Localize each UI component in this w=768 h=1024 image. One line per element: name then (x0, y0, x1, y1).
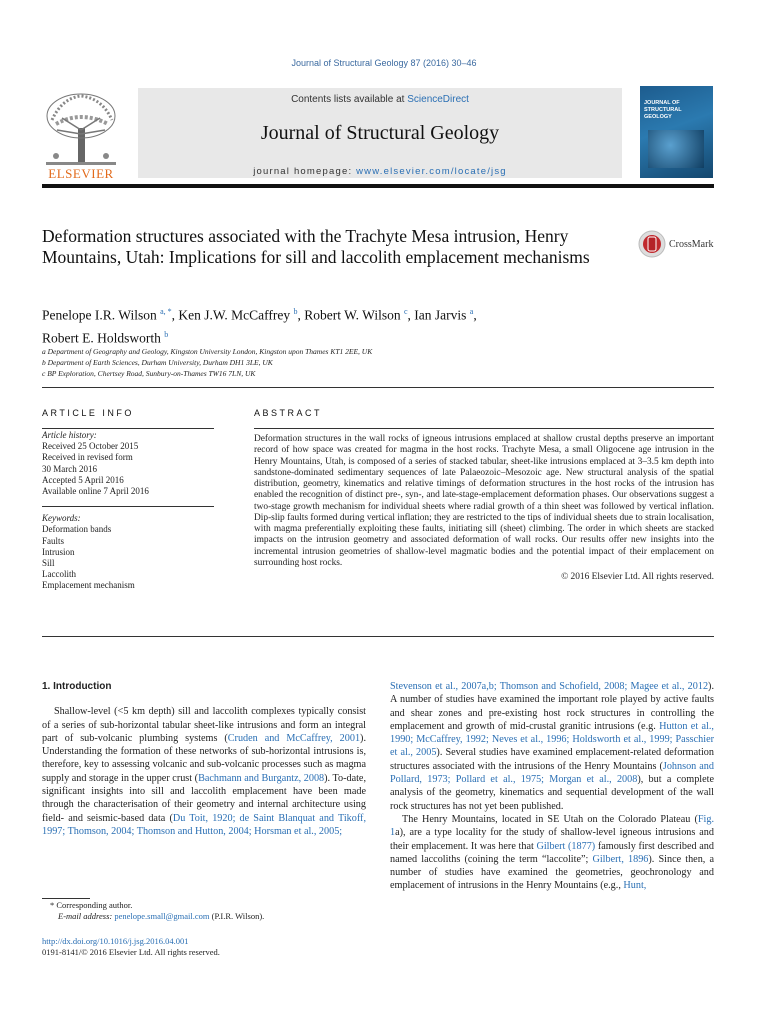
cover-artwork (648, 130, 704, 168)
abstract-rule (254, 428, 714, 429)
homepage-link[interactable]: www.elsevier.com/locate/jsg (356, 166, 507, 177)
abstract-copyright: © 2016 Elsevier Ltd. All rights reserved. (561, 572, 714, 582)
issn-line: 0191-8141/© 2016 Elsevier Ltd. All rights reserved. (42, 947, 220, 957)
article-info-heading: ARTICLE INFO (42, 408, 134, 418)
history-heading: Article history: (42, 430, 97, 440)
article-info (42, 430, 214, 592)
body-text: Shallow-level (<5 km depth) sill and laccolith complexes typically consist of a series of sub-horizontal tabular sheet-like intrusions and form an integral part of sub-volcanic plumbing systems ( (42, 706, 366, 744)
keyword-item: Intrusion (42, 546, 75, 557)
abstract-heading: ABSTRACT (254, 408, 323, 418)
author-affiliation-marker[interactable]: c (403, 307, 408, 316)
history-item: Available online 7 April 2016 (42, 486, 149, 497)
keyword-item: Faults (42, 535, 65, 546)
author-affiliation-marker[interactable]: a (469, 307, 474, 316)
contents-line (138, 94, 622, 105)
body-text: ). To-date, significant insights into sill and laccolith emplacement have been made through the characterisation of their geometry and internal architecture using field- and seismic-based data ( (42, 772, 366, 824)
keyword-item: Sill (42, 558, 55, 569)
history-item: Accepted 5 April 2016 (42, 474, 124, 485)
author-name[interactable]: Robert E. Holdsworth (42, 330, 161, 345)
history-item: Received 25 October 2015 (42, 441, 139, 452)
citation-link[interactable]: Johnson and Pollard, 1973; Pollard et al., 1975; Morgan et al., 2008 (390, 760, 714, 786)
author-list: Penelope I.R. Wilson $^{a, *}$, Ken J.W. McCaffrey $^b$, Robert W. Wilson $^c$, Ian Jarvis $^a$, Robert E. Holdsworth $^b$ (42, 307, 477, 345)
abstract-text: Deformation structures in the wall rocks of igneous intrusions emplaced at shallow crustal depths preserve an important record of how space was created for magma in the host rocks. Trachyte Mesa, a small Oligocene age intrusion in the Henry Mountains, Utah, is composed of a series of stacked tabular, sheet-like intrusions emplaced at 3–3.5 km depth into sandstone-dominated sedimentary sequences of late Palaeozoic–Mesozoic age. New structural analysis of the spatial distribution, geometry, kinematics and relative timings of deformation structures in the host rocks of the intrusion has enabled the recognition of distinct pre-, syn-, and late-stage-emplacement deformation phases. Our observations suggest a two-stage growth mechanism for individual sheets where radial growth of a thin sheet was followed by vertical inflation. Dip-slip faults formed during vertical inflation; they are restricted to the tips of individual sheets due to strain localisation, with magma preferentially exploiting these faults, initiating sill (sheet) climbing. The order in which sheets are stacked impacts on the intrusion geometry and associated deformation of wall rocks. Our results offer new insights into the incremental intrusion geometries of shallow-level magmatic bodies and the potential impact of their emplacement on surrounding host rocks. (254, 434, 714, 568)
keyword-item: Deformation bands (42, 524, 112, 535)
author-affiliation-marker[interactable]: b (164, 329, 169, 339)
introduction-heading: 1. Introduction (42, 681, 112, 692)
cover-title: JOURNAL OF STRUCTURAL GEOLOGY (644, 100, 682, 120)
body-right-column (390, 680, 714, 893)
homepage-prefix: journal homepage: (253, 166, 357, 177)
elsevier-tree-icon (42, 90, 120, 170)
intro-paragraph (42, 705, 366, 838)
sciencedirect-link[interactable]: ScienceDirect (407, 94, 469, 105)
corresponding-author-note: * Corresponding author. (50, 900, 133, 910)
citation-link[interactable]: Cruden and McCaffrey, 2001 (227, 732, 361, 744)
author-name[interactable]: Penelope I.R. Wilson (42, 307, 157, 323)
body-text: ). Since then, a number of studies have examined the geometries, geochronology and emplacement of intrusions in the Henry Mountains (e.g., (390, 853, 715, 892)
author-name[interactable]: Robert W. Wilson (304, 307, 401, 323)
journal-banner (138, 88, 622, 178)
abstract-body (254, 434, 714, 583)
header-rule (42, 184, 714, 188)
contents-prefix: Contents lists available at (291, 94, 408, 105)
doi-link[interactable]: http://dx.doi.org/10.1016/j.jsg.2016.04.001 (42, 936, 189, 946)
citation-link[interactable]: Du Toit, 1920; de Saint Blanquat and Tikoff, 1997; Thomson, 2004; Thomson and Hutton, 2004; Horsman et al., 2005; (42, 812, 366, 837)
citation-link[interactable]: Stevenson et al., 2007a,b; Thomson and Schofield, 2008; Magee et al., 2012 (390, 681, 709, 692)
journal-citation-link[interactable]: Journal of Structural Geology 87 (2016) 30–46 (291, 58, 477, 68)
info-rule (42, 428, 214, 429)
affiliation-rule (42, 387, 714, 388)
body-text: famously first described and named laccoliths (coining the term “laccolite”; (390, 840, 714, 865)
author-name[interactable]: Ken J.W. McCaffrey (178, 307, 291, 323)
affiliation-item: b Department of Earth Sciences, Durham University, Durham DH1 3LE, UK (42, 358, 273, 367)
history-item: Received in revised form (42, 452, 133, 463)
body-paragraph (390, 813, 714, 893)
email-label: E-mail address: (58, 911, 115, 921)
author-affiliation-marker[interactable]: b (293, 307, 298, 316)
crossmark-label: CrossMark (669, 238, 714, 250)
keywords-rule (42, 506, 214, 507)
body-text: ), but a complete analysis of the geometry, kinematics and sequential development of the wall rock structures has not yet been published. (390, 774, 714, 812)
citation-link[interactable]: Gilbert, 1896 (592, 853, 649, 865)
body-text: ). Several studies have examined emplacement-related deformation structures associated with the intrusions of the Henry Mountains ( (390, 747, 714, 772)
crossmark-badge[interactable] (638, 230, 713, 258)
doi-block (42, 936, 366, 958)
body-text: ). A number of studies have examined the important role played by active faults and shear zones and pre-existing host rock structures in controlling the emplacement and growth of mid-crustal granitic intrusions (e.g. (390, 681, 714, 732)
affiliations (42, 346, 662, 379)
keywords-heading: Keywords: (42, 513, 81, 524)
author-affiliation-marker[interactable]: a, * (160, 307, 172, 316)
body-left-column (42, 680, 366, 838)
footnote-rule (42, 898, 90, 899)
elsevier-wordmark: ELSEVIER (48, 166, 114, 181)
email-line (42, 911, 366, 922)
body-paragraph (390, 680, 714, 813)
elsevier-logo[interactable] (42, 90, 120, 180)
journal-homepage (138, 166, 622, 177)
history-item: 30 March 2016 (42, 463, 97, 474)
body-text: The Henry Mountains, located in SE Utah on the Colorado Plateau ( (402, 813, 698, 825)
email-link[interactable]: penelope.small@gmail.com (114, 911, 210, 921)
footnote (42, 900, 366, 922)
affiliation-item: a Department of Geography and Geology, Kingston University London, Kingston upon Thames KT1 2EE, UK (42, 347, 373, 356)
keyword-item: Emplacement mechanism (42, 580, 135, 591)
crossmark-icon (638, 230, 666, 258)
body-text: ). Understanding the formation of these networks of sub-horizontal intrusions is, therefore, key to assessing volcanic and sub-volcanic processes such as magma supply and storage in the upper crust ( (42, 732, 366, 784)
journal-cover-image[interactable] (640, 86, 713, 178)
keyword-item: Laccolith (42, 569, 76, 580)
citation-link[interactable]: Fig. 1 (390, 813, 714, 839)
citation-link[interactable]: Hutton et al., 1990; McCaffrey, 1992; Neves et al., 1996; Holdsworth et al., 1999; Passchier et al., 2005 (390, 720, 714, 759)
journal-title: Journal of Structural Geology (260, 122, 500, 144)
affiliation-item: c BP Exploration, Chertsey Road, Sunbury-on-Thames TW16 7LN, UK (42, 369, 256, 378)
body-text: a), are a type locality for the study of shallow-level igneous intrusions and their emplacement. It was here that (390, 827, 714, 852)
citation-link[interactable]: Gilbert (1877) (536, 840, 596, 852)
author-name[interactable]: Ian Jarvis (414, 307, 467, 323)
email-suffix: (P.I.R. Wilson). (209, 911, 265, 921)
citation-link[interactable]: Hunt, (623, 880, 647, 892)
citation-link[interactable]: Bachmann and Burgantz, 2008 (198, 772, 325, 784)
abstract-end-rule (42, 636, 714, 637)
article-title: Deformation structures associated with the Trachyte Mesa intrusion, Henry Mountains, Utah: Implications for sill and laccolith emplacement mechanisms (42, 226, 590, 267)
